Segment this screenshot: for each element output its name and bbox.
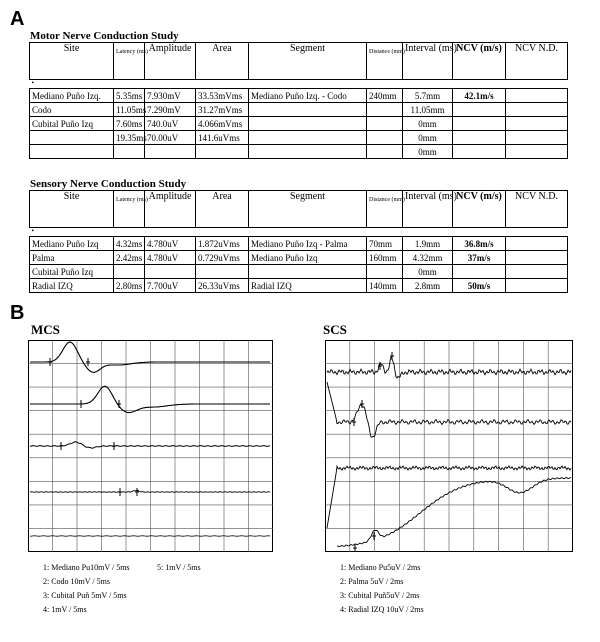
motor-cell: 19.35ms bbox=[114, 131, 145, 145]
motor-cell bbox=[367, 117, 403, 131]
sensory-cell bbox=[196, 265, 249, 279]
motor-cell: 42.1m/s bbox=[453, 89, 506, 103]
sensory-cell: Mediano Puño Izq bbox=[30, 237, 114, 251]
mcs-trace-3 bbox=[30, 442, 270, 448]
table-row bbox=[30, 131, 568, 145]
mcs-trace-2 bbox=[30, 386, 270, 412]
mcs-legend-item-3: 3: Cubital Puñ 5mV / 5ms bbox=[43, 591, 127, 600]
mcs-trace-4 bbox=[30, 491, 270, 493]
mcs-legend-item-2: 2: Codo 10mV / 5ms bbox=[43, 577, 110, 586]
sensory-cell: 1.9mm bbox=[403, 237, 453, 251]
motor-nerve-table bbox=[29, 42, 568, 159]
panel-b-label: B bbox=[10, 302, 25, 324]
motor-cell: 7.60ms bbox=[114, 117, 145, 131]
sensory-cell bbox=[506, 251, 568, 265]
motor-cell bbox=[249, 117, 367, 131]
motor-cell: 0mm bbox=[403, 131, 453, 145]
scs-legend-item-3: 3: Cubital Puñ5uV / 2ms bbox=[340, 591, 420, 600]
motor-cell: Mediano Puño Izq. bbox=[30, 89, 114, 103]
motor-cell: 740.0uV bbox=[145, 117, 196, 131]
mcs-title: MCS bbox=[31, 322, 60, 337]
motor-cell bbox=[367, 145, 403, 159]
motor-cell bbox=[506, 117, 568, 131]
motor-cell: 5.7mm bbox=[403, 89, 453, 103]
sensory-cell bbox=[453, 265, 506, 279]
motor-header-3: Area bbox=[196, 43, 249, 80]
sensory-header-0: Site bbox=[30, 191, 114, 228]
sensory-cell: 2.8mm bbox=[403, 279, 453, 293]
motor-cell bbox=[367, 103, 403, 117]
motor-cell bbox=[249, 131, 367, 145]
sensory-cell: 0mm bbox=[403, 265, 453, 279]
sensory-cell: 4.780uV bbox=[145, 237, 196, 251]
motor-header-7: NCV (m/s) bbox=[453, 43, 506, 80]
motor-cell bbox=[506, 131, 568, 145]
motor-header-2: Amplitude bbox=[145, 43, 196, 80]
mcs-legend-item-4: 4: 1mV / 5ms bbox=[43, 605, 87, 614]
motor-cell bbox=[453, 117, 506, 131]
motor-header-1: Latency (ms) bbox=[114, 43, 145, 80]
sensory-cell: 26.33uVms bbox=[196, 279, 249, 293]
motor-header-8: NCV N.D. bbox=[506, 43, 568, 80]
motor-cell bbox=[114, 145, 145, 159]
motor-cell: 0mm bbox=[403, 117, 453, 131]
scs-title: SCS bbox=[323, 322, 347, 337]
motor-spacer-row bbox=[30, 80, 568, 89]
table-row bbox=[30, 279, 568, 293]
motor-cell: 7.290mV bbox=[145, 103, 196, 117]
motor-cell: 4.066mVms bbox=[196, 117, 249, 131]
table-row bbox=[30, 251, 568, 265]
sensory-spacer-row bbox=[30, 228, 568, 237]
motor-header-0: Site bbox=[30, 43, 114, 80]
sensory-cell: 7.700uV bbox=[145, 279, 196, 293]
table-row bbox=[30, 89, 568, 103]
sensory-cell: 36.8m/s bbox=[453, 237, 506, 251]
motor-cell bbox=[367, 131, 403, 145]
motor-cell: Mediano Puño Izq. - Codo bbox=[249, 89, 367, 103]
sensory-cell: 50m/s bbox=[453, 279, 506, 293]
sensory-cell bbox=[506, 279, 568, 293]
sensory-header-3: Area bbox=[196, 191, 249, 228]
sensory-cell: Palma bbox=[30, 251, 114, 265]
motor-cell bbox=[196, 145, 249, 159]
sensory-cell: 4.780uV bbox=[145, 251, 196, 265]
motor-cell: 31.27mVms bbox=[196, 103, 249, 117]
motor-cell bbox=[30, 145, 114, 159]
sensory-cell: 160mm bbox=[367, 251, 403, 265]
mcs-legend bbox=[43, 561, 130, 617]
sensory-spacer-mark: • bbox=[30, 228, 568, 237]
sensory-cell: 2.42ms bbox=[114, 251, 145, 265]
mcs-waveform-monitor bbox=[28, 340, 273, 552]
sensory-header-8: NCV N.D. bbox=[506, 191, 568, 228]
table-row bbox=[30, 237, 568, 251]
motor-cell: 33.53mVms bbox=[196, 89, 249, 103]
table-row bbox=[30, 103, 568, 117]
motor-header-6: Interval (ms) bbox=[403, 43, 453, 80]
sensory-cell: 0.729uVms bbox=[196, 251, 249, 265]
sensory-cell: Radial IZQ bbox=[30, 279, 114, 293]
sensory-cell: Mediano Puño Izq - Palma bbox=[249, 237, 367, 251]
sensory-cell bbox=[506, 265, 568, 279]
sensory-cell: 70mm bbox=[367, 237, 403, 251]
motor-header-5: Distance (mm) bbox=[367, 43, 403, 80]
sensory-study-title: Sensory Nerve Conduction Study bbox=[30, 178, 187, 190]
motor-cell: 5.35ms bbox=[114, 89, 145, 103]
sensory-header-2: Amplitude bbox=[145, 191, 196, 228]
sensory-cell: 2.80ms bbox=[114, 279, 145, 293]
sensory-header-1: Latency (ms) bbox=[114, 191, 145, 228]
sensory-cell bbox=[506, 237, 568, 251]
motor-cell bbox=[506, 145, 568, 159]
motor-header-4: Segment bbox=[249, 43, 367, 80]
sensory-header-7: NCV (m/s) bbox=[453, 191, 506, 228]
table-row bbox=[30, 265, 568, 279]
sensory-cell bbox=[145, 265, 196, 279]
sensory-cell: 140mm bbox=[367, 279, 403, 293]
motor-cell bbox=[30, 131, 114, 145]
motor-cell: 70.00uV bbox=[145, 131, 196, 145]
scs-legend bbox=[340, 561, 424, 617]
motor-cell bbox=[145, 145, 196, 159]
mcs-legend-item-5: 5: 1mV / 5ms bbox=[157, 563, 201, 572]
table-row bbox=[30, 145, 568, 159]
panel-a-label: A bbox=[10, 8, 25, 30]
motor-cell: 7.930mV bbox=[145, 89, 196, 103]
sensory-cell: 1.872uVms bbox=[196, 237, 249, 251]
sensory-cell bbox=[249, 265, 367, 279]
motor-cell: 0mm bbox=[403, 145, 453, 159]
sensory-header-4: Segment bbox=[249, 191, 367, 228]
scs-legend-item-1: 1: Mediano Pu5uV / 2ms bbox=[340, 563, 421, 572]
sensory-cell bbox=[367, 265, 403, 279]
scs-legend-item-2: 2: Palma 5uV / 2ms bbox=[340, 577, 404, 586]
motor-cell: 240mm bbox=[367, 89, 403, 103]
sensory-cell: 4.32ms bbox=[114, 237, 145, 251]
sensory-cell: Mediano Puño Izq bbox=[249, 251, 367, 265]
mcs-legend-item-1: 1: Mediano Pu10mV / 5ms bbox=[43, 563, 130, 572]
sensory-header-6: Interval (ms) bbox=[403, 191, 453, 228]
sensory-cell: 4.32mm bbox=[403, 251, 453, 265]
motor-cell: 11.05mm bbox=[403, 103, 453, 117]
table-row bbox=[30, 117, 568, 131]
sensory-cell: Cubital Puño Izq bbox=[30, 265, 114, 279]
motor-cell bbox=[249, 145, 367, 159]
mcs-trace-1 bbox=[30, 342, 270, 372]
sensory-cell: Radial IZQ bbox=[249, 279, 367, 293]
motor-cell bbox=[506, 103, 568, 117]
motor-cell bbox=[453, 103, 506, 117]
motor-cell: 141.6uVms bbox=[196, 131, 249, 145]
sensory-header-5: Distance (mm) bbox=[367, 191, 403, 228]
motor-cell: 11.05ms bbox=[114, 103, 145, 117]
sensory-nerve-table bbox=[29, 190, 568, 293]
motor-study-title: Motor Nerve Conduction Study bbox=[30, 30, 179, 42]
motor-cell bbox=[249, 103, 367, 117]
scs-legend-item-4: 4: Radial IZQ 10uV / 2ms bbox=[340, 605, 424, 614]
motor-cell: Codo bbox=[30, 103, 114, 117]
motor-cell: Cubital Puño Izq bbox=[30, 117, 114, 131]
scs-waveform-monitor bbox=[325, 340, 573, 552]
sensory-cell bbox=[114, 265, 145, 279]
motor-cell bbox=[506, 89, 568, 103]
sensory-cell: 37m/s bbox=[453, 251, 506, 265]
motor-cell bbox=[453, 145, 506, 159]
motor-cell bbox=[453, 131, 506, 145]
motor-spacer-mark: • bbox=[30, 80, 568, 89]
